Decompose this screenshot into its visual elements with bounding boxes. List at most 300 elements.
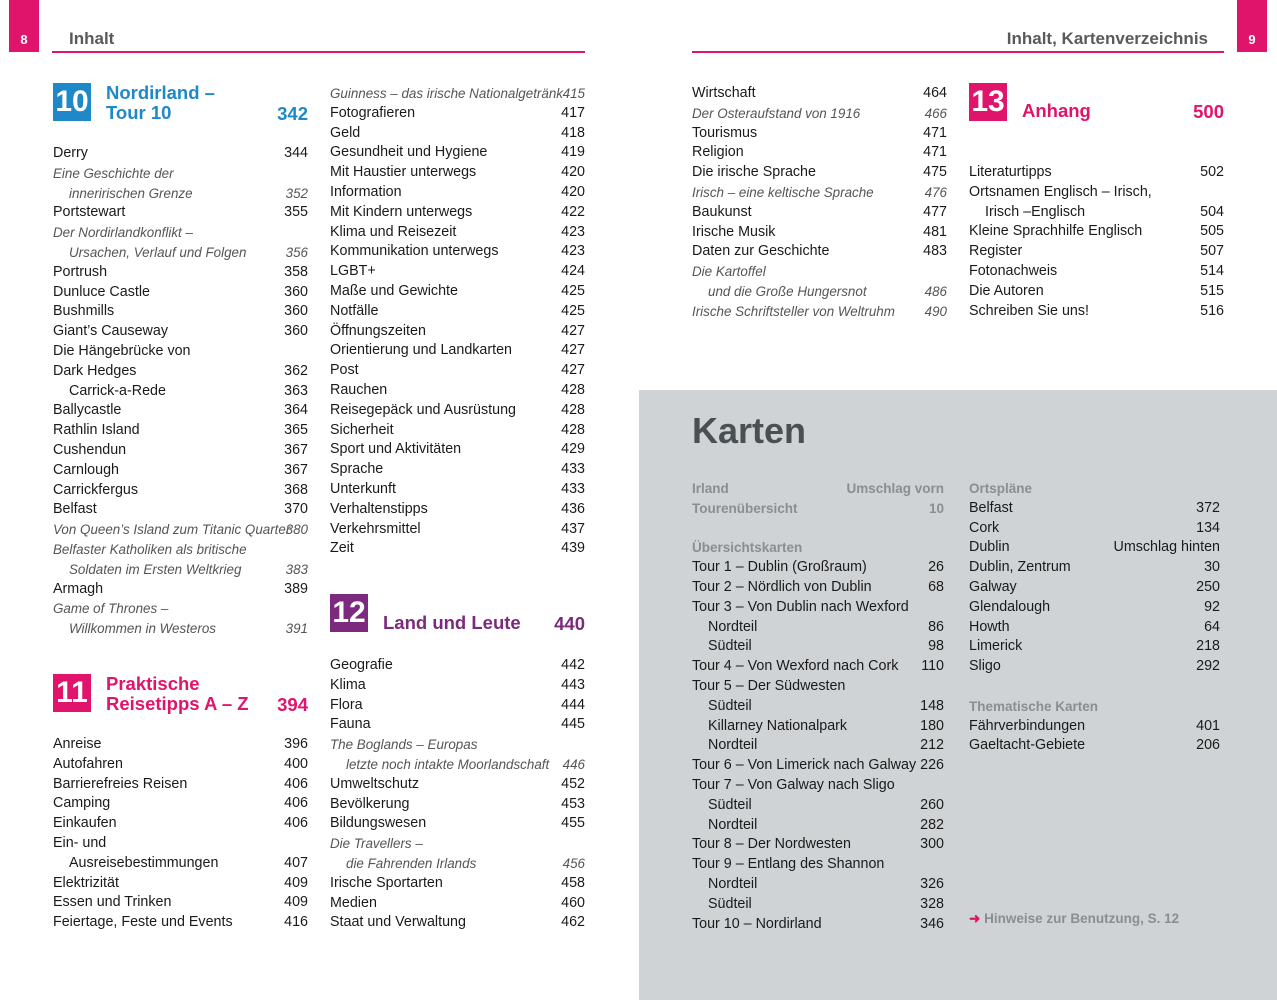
toc-entry	[330, 203, 585, 223]
toc-entry	[53, 302, 308, 322]
page-number-left: 8	[9, 0, 39, 52]
entry-page: 428	[561, 421, 585, 438]
entry-title: Soldaten im Ersten Weltkrieg	[69, 561, 242, 577]
toc-entry	[330, 520, 585, 540]
entry-title: Zeit	[330, 540, 354, 557]
entry-page: 428	[561, 381, 585, 398]
entry-page: 362	[284, 362, 308, 379]
entry-page: 424	[561, 263, 585, 280]
entry-title: Bildungswesen	[330, 815, 427, 832]
entry-title: Geografie	[330, 657, 393, 673]
entry-title: Fauna	[330, 716, 371, 733]
entry-page: 428	[561, 401, 585, 418]
toc-entry	[53, 814, 308, 834]
toc-entry	[969, 618, 1220, 638]
toc-entry	[53, 481, 308, 501]
toc-entry	[330, 539, 585, 559]
entry-title: Die Travellers –	[330, 836, 423, 852]
toc-entry	[330, 143, 585, 163]
entry-title: Nordteil	[708, 737, 758, 754]
toc-entry	[692, 203, 947, 223]
entry-title: Bushmills	[53, 303, 115, 320]
section-number-badge: 10	[53, 83, 91, 121]
toc-entry	[692, 163, 947, 183]
section-title	[106, 83, 215, 123]
toc-entry	[330, 282, 585, 302]
entry-page: 368	[284, 481, 308, 498]
entry-title: Giant’s Causeway	[53, 323, 168, 340]
entry-title: Dark Hedges	[53, 362, 137, 379]
toc-entry	[53, 735, 308, 755]
entry-title: Religion	[692, 144, 744, 161]
entry-page: 490	[924, 303, 947, 319]
toc-entry	[969, 242, 1224, 262]
entry-title: Von Queen’s Island zum Titanic Quarter	[53, 522, 291, 538]
toc-entry	[330, 500, 585, 520]
entry-title: Südteil	[708, 697, 752, 714]
entry-page: 226	[920, 757, 944, 774]
entry-title: Dunluce Castle	[53, 283, 150, 300]
entry-page: 460	[561, 894, 585, 911]
toc-entry	[53, 263, 308, 283]
entry-title: Nordteil	[708, 618, 758, 635]
entry-title: Kommunikation unterwegs	[330, 243, 499, 260]
entry-page: 367	[284, 461, 308, 478]
section-12-heading	[330, 594, 585, 634]
entry-page: 516	[1200, 302, 1224, 319]
entry-title: Limerick	[969, 638, 1023, 655]
entry-title: Klima und Reisezeit	[330, 223, 457, 240]
toc-entry	[53, 500, 308, 520]
toc-entry	[330, 242, 585, 262]
toc-entry	[969, 282, 1224, 302]
entry-title: Register	[969, 243, 1023, 260]
entry-page: 471	[923, 144, 947, 161]
toc-entry	[330, 223, 585, 243]
entry-title: Tourenübersicht	[692, 500, 798, 516]
toc-entry	[692, 124, 947, 144]
entry-title: Feiertage, Feste und Events	[53, 914, 233, 931]
entry-title: Tour 5 – Der Südwesten	[692, 677, 846, 694]
entry-title: Tour 2 – Nördlich von Dublin	[692, 578, 872, 595]
entry-title: Willkommen in Westeros	[69, 621, 216, 637]
entry-page: 505	[1200, 223, 1224, 240]
entry-page: 514	[1200, 262, 1224, 279]
toc-entry	[330, 854, 585, 874]
entry-page: 453	[561, 795, 585, 812]
entry-title: Information	[330, 183, 402, 200]
entry-title: Anreise	[53, 736, 102, 752]
entry-title: Post	[330, 362, 359, 379]
toc-entry	[53, 461, 308, 481]
toc-entry	[692, 183, 947, 203]
entry-title: Eine Geschichte der	[53, 165, 174, 181]
entry-title: Literaturtipps	[969, 164, 1052, 180]
toc-entry	[53, 580, 308, 600]
entry-title: Autofahren	[53, 755, 123, 772]
entry-title: Einkaufen	[53, 815, 117, 832]
entry-page: 502	[1200, 164, 1224, 180]
toc-entry	[53, 164, 308, 184]
entry-title: Cork	[969, 519, 1000, 536]
toc-entry	[330, 322, 585, 342]
toc-entry	[330, 302, 585, 322]
entry-page: 26	[928, 559, 944, 576]
entry-title: Medien	[330, 894, 377, 911]
toc-entry	[330, 894, 585, 914]
toc-entry	[969, 302, 1224, 322]
entry-title: Tour 8 – Der Nordwesten	[692, 836, 851, 853]
entry-title: Unterkunft	[330, 480, 396, 497]
entry-page: 504	[1200, 203, 1224, 220]
toc-entry	[330, 735, 585, 755]
entry-page: 383	[285, 561, 308, 577]
entry-title: Carnlough	[53, 461, 119, 478]
toc-entry	[969, 657, 1220, 677]
toc-entry	[969, 578, 1220, 598]
toc-entry	[330, 421, 585, 441]
toc-entry	[692, 816, 944, 836]
entry-page: 406	[284, 775, 308, 792]
toc-entry	[53, 854, 308, 874]
entry-page: 507	[1200, 243, 1224, 260]
entry-page: 442	[561, 657, 585, 673]
entry-title: Tour 3 – Von Dublin nach Wexford	[692, 598, 909, 615]
entry-title: Fotografieren	[330, 104, 416, 121]
entry-title: Wirtschaft	[692, 85, 756, 101]
entry-title: Verkehrsmittel	[330, 520, 421, 537]
entry-title: Carrickfergus	[53, 481, 139, 498]
entry-page: Umschlag vorn	[846, 481, 944, 496]
entry-page: 455	[561, 815, 585, 832]
entry-title: Dublin	[969, 539, 1010, 556]
toc-entry	[330, 460, 585, 480]
entry-title: Die Kartoffel	[692, 264, 766, 280]
section-11-heading	[53, 674, 308, 719]
entry-page: 462	[561, 914, 585, 931]
toc-entry	[969, 677, 1220, 697]
toc-entry	[692, 519, 944, 539]
toc-entry	[969, 697, 1220, 717]
entry-title: Guinness – das irische Nationalgetränk	[330, 86, 563, 101]
entry-title: Gesundheit und Hygiene	[330, 144, 488, 161]
toc-entry	[692, 895, 944, 915]
entry-page: 456	[562, 855, 585, 871]
page-number-right: 9	[1237, 0, 1267, 52]
entry-page: 346	[920, 915, 944, 932]
toc-entry	[692, 717, 944, 737]
entry-title: Fotonachweis	[969, 262, 1058, 279]
toc-entry	[692, 578, 944, 598]
entry-title: Reisegepäck und Ausrüstung	[330, 401, 516, 418]
entry-page: 372	[1196, 499, 1220, 516]
toc-entry	[53, 283, 308, 303]
entry-title: Sport und Aktivitäten	[330, 441, 462, 458]
toc-entry	[53, 382, 308, 402]
header-left: Inhalt	[69, 29, 115, 48]
entry-page: 415	[562, 86, 585, 101]
toc-entry	[969, 163, 1224, 183]
entry-title: inneririschen Grenze	[69, 185, 193, 201]
entry-page: 418	[561, 124, 585, 141]
entry-title: Rauchen	[330, 381, 388, 398]
entry-page: 477	[923, 203, 947, 220]
entry-page: 427	[561, 362, 585, 379]
entry-page: 400	[284, 755, 308, 772]
entry-title: die Fahrenden Irlands	[346, 855, 477, 871]
entry-page: 419	[561, 144, 585, 161]
entry-title: Tour 4 – Von Wexford nach Cork	[692, 658, 899, 675]
entry-title: Schreiben Sie uns!	[969, 302, 1090, 319]
entry-title: Der Osteraufstand von 1916	[692, 105, 861, 121]
entry-title: Camping	[53, 795, 111, 812]
entry-page: 446	[562, 756, 585, 772]
toc-entry	[692, 84, 947, 104]
entry-title: Die Hängebrücke von	[53, 342, 191, 359]
toc-list-right-col1	[692, 84, 947, 322]
entry-title: Nordteil	[708, 816, 758, 833]
entry-title: Übersichtskarten	[692, 540, 803, 556]
entry-page: 486	[924, 283, 947, 299]
entry-title: Der Nordirlandkonflikt –	[53, 225, 193, 241]
entry-page: 423	[561, 243, 585, 260]
entry-title: Nordteil	[708, 875, 758, 892]
toc-entry	[53, 203, 308, 223]
toc-entry	[330, 440, 585, 460]
entry-title: letzte noch intakte Moorlandschaft	[346, 756, 550, 772]
entry-title: Tourismus	[692, 124, 758, 141]
entry-page: 515	[1200, 282, 1224, 299]
toc-entry	[692, 776, 944, 796]
entry-title: Cushendun	[53, 441, 127, 458]
toc-entry	[330, 696, 585, 716]
entry-page: 98	[928, 638, 944, 655]
toc-entry	[692, 835, 944, 855]
entry-page: 452	[561, 775, 585, 792]
entry-page: 86	[928, 618, 944, 635]
entry-title: Die Autoren	[969, 282, 1044, 299]
toc-entry	[969, 222, 1224, 242]
entry-page: 250	[1196, 578, 1220, 595]
toc-entry	[969, 183, 1224, 203]
entry-page: 180	[920, 717, 944, 734]
entry-page: 458	[561, 874, 585, 891]
toc-entry	[330, 401, 585, 421]
toc-entry	[53, 441, 308, 461]
entry-page: 206	[1196, 737, 1220, 754]
entry-page: 10	[928, 500, 944, 516]
karten-list-right	[969, 479, 1220, 756]
entry-title: und die Große Hungersnot	[708, 283, 867, 299]
section-title: Anhang	[1022, 100, 1091, 121]
toc-list-section-12	[330, 656, 585, 933]
toc-entry	[692, 598, 944, 618]
entry-title: Irische Musik	[692, 223, 776, 240]
entry-page: 292	[1196, 658, 1220, 675]
section-10-heading	[53, 83, 308, 128]
entry-title: Game of Thrones –	[53, 601, 169, 617]
toc-entry	[969, 203, 1224, 223]
entry-title: Mit Kindern unterwegs	[330, 203, 473, 220]
toc-entry	[53, 775, 308, 795]
entry-page: 326	[920, 875, 944, 892]
entry-page: 409	[284, 874, 308, 891]
entry-page: 443	[561, 676, 585, 693]
toc-entry	[330, 676, 585, 696]
entry-page: 407	[284, 854, 308, 871]
entry-title: Ein- und	[53, 834, 107, 851]
toc-entry	[330, 124, 585, 144]
section-page: 342	[277, 103, 308, 124]
entry-title: Tour 6 – Von Limerick nach Galway	[692, 757, 917, 774]
entry-page: 360	[284, 283, 308, 300]
toc-entry	[53, 874, 308, 894]
toc-entry	[692, 875, 944, 895]
entry-title: Notfälle	[330, 302, 379, 319]
entry-page: 68	[928, 578, 944, 595]
entry-title: Kleine Sprachhilfe Englisch	[969, 223, 1143, 240]
entry-title: Gaeltacht-Gebiete	[969, 737, 1086, 754]
entry-page: 391	[285, 621, 308, 637]
entry-title: Elektrizität	[53, 874, 119, 891]
entry-title: Irisch –Englisch	[985, 203, 1086, 220]
toc-entry	[330, 104, 585, 124]
entry-title: Südteil	[708, 638, 752, 655]
entry-page: 344	[284, 145, 308, 161]
entry-page: 481	[923, 223, 947, 240]
entry-title: Daten zur Geschichte	[692, 243, 830, 260]
toc-entry	[53, 322, 308, 342]
toc-entry	[692, 242, 947, 262]
toc-list-section-10	[53, 144, 308, 639]
entry-title: Irische Sportarten	[330, 874, 443, 891]
toc-entry	[969, 499, 1220, 519]
toc-entry	[53, 421, 308, 441]
toc-entry	[692, 538, 944, 558]
entry-page: 300	[920, 836, 944, 853]
entry-title: Sprache	[330, 461, 384, 478]
entry-title: Staat und Verwaltung	[330, 914, 466, 931]
toc-list-col2	[330, 84, 585, 559]
section-title: Land und Leute	[383, 612, 521, 633]
toc-entry	[53, 144, 308, 164]
entry-page: 422	[561, 203, 585, 220]
toc-entry	[53, 755, 308, 775]
entry-page: 30	[1204, 559, 1220, 576]
entry-page: 483	[923, 243, 947, 260]
toc-entry	[969, 519, 1220, 539]
toc-entry	[53, 362, 308, 382]
section-title-line: Tour 10	[106, 102, 172, 123]
entry-title: Galway	[969, 578, 1017, 595]
entry-title: Howth	[969, 618, 1010, 635]
toc-entry	[692, 756, 944, 776]
section-13-heading	[969, 83, 1224, 123]
entry-page: 110	[921, 658, 944, 675]
entry-title: Maße und Gewichte	[330, 282, 458, 299]
toc-entry	[969, 598, 1220, 618]
entry-title: Ortsnamen Englisch – Irisch,	[969, 183, 1152, 200]
toc-entry	[692, 637, 944, 657]
toc-entry	[53, 560, 308, 580]
entry-title: Tour 9 – Entlang des Shannon	[692, 856, 885, 873]
entry-title: Mit Haustier unterwegs	[330, 164, 477, 181]
entry-page: 416	[284, 914, 308, 931]
entry-page: 64	[1204, 618, 1220, 635]
entry-page: 356	[285, 244, 308, 260]
toc-entry	[330, 834, 585, 854]
toc-entry	[692, 479, 944, 499]
entry-page: 364	[284, 402, 308, 419]
toc-entry	[692, 618, 944, 638]
toc-entry	[330, 361, 585, 381]
toc-list-section-13	[969, 163, 1224, 321]
entry-title: Belfast	[969, 499, 1013, 516]
toc-entry	[692, 223, 947, 243]
entry-title: Barrierefreies Reisen	[53, 775, 188, 792]
entry-page: 370	[284, 501, 308, 518]
toc-entry	[53, 223, 308, 243]
section-page: 440	[554, 613, 585, 634]
toc-entry	[53, 619, 308, 639]
toc-entry	[53, 520, 308, 540]
section-number-badge: 12	[330, 594, 368, 632]
entry-page: 425	[561, 302, 585, 319]
entry-title: Geld	[330, 124, 361, 141]
entry-title: Irisch – eine keltische Sprache	[692, 184, 874, 200]
toc-entry	[330, 262, 585, 282]
entry-page: 437	[561, 520, 585, 537]
toc-entry	[969, 538, 1220, 558]
toc-entry	[330, 84, 585, 104]
entry-title: Belfaster Katholiken als britische	[53, 541, 247, 557]
entry-page: 420	[561, 183, 585, 200]
entry-page: 425	[561, 282, 585, 299]
toc-entry	[692, 262, 947, 282]
toc-entry	[330, 874, 585, 894]
entry-title: Bevölkerung	[330, 795, 410, 812]
entry-page: 218	[1196, 638, 1220, 655]
entry-page: 401	[1196, 717, 1220, 734]
toc-entry	[330, 755, 585, 775]
header-rule-left	[52, 51, 585, 53]
entry-title: Killarney Nationalpark	[708, 717, 848, 734]
toc-entry	[692, 796, 944, 816]
toc-entry	[330, 913, 585, 933]
toc-entry	[53, 540, 308, 560]
entry-title: Orientierung und Landkarten	[330, 342, 513, 359]
toc-entry	[53, 834, 308, 854]
entry-page: 476	[924, 184, 947, 200]
karten-list-left	[692, 479, 944, 934]
entry-title: Südteil	[708, 895, 752, 912]
header-rule-right	[692, 51, 1224, 53]
karten-title: Karten	[692, 410, 807, 451]
toc-entry	[53, 342, 308, 362]
toc-entry	[692, 915, 944, 935]
toc-entry	[692, 302, 947, 322]
arrow-right-icon: ➜	[969, 911, 981, 926]
entry-title: Die irische Sprache	[692, 164, 816, 181]
entry-page: 134	[1196, 519, 1220, 536]
entry-page: 471	[923, 124, 947, 141]
entry-page: Umschlag hinten	[1113, 539, 1220, 556]
entry-page: 355	[284, 204, 308, 221]
toc-entry	[330, 775, 585, 795]
entry-page: 363	[284, 382, 308, 399]
entry-title: Tour 7 – Von Galway nach Sligo	[692, 776, 895, 793]
entry-title: Sligo	[969, 658, 1001, 675]
